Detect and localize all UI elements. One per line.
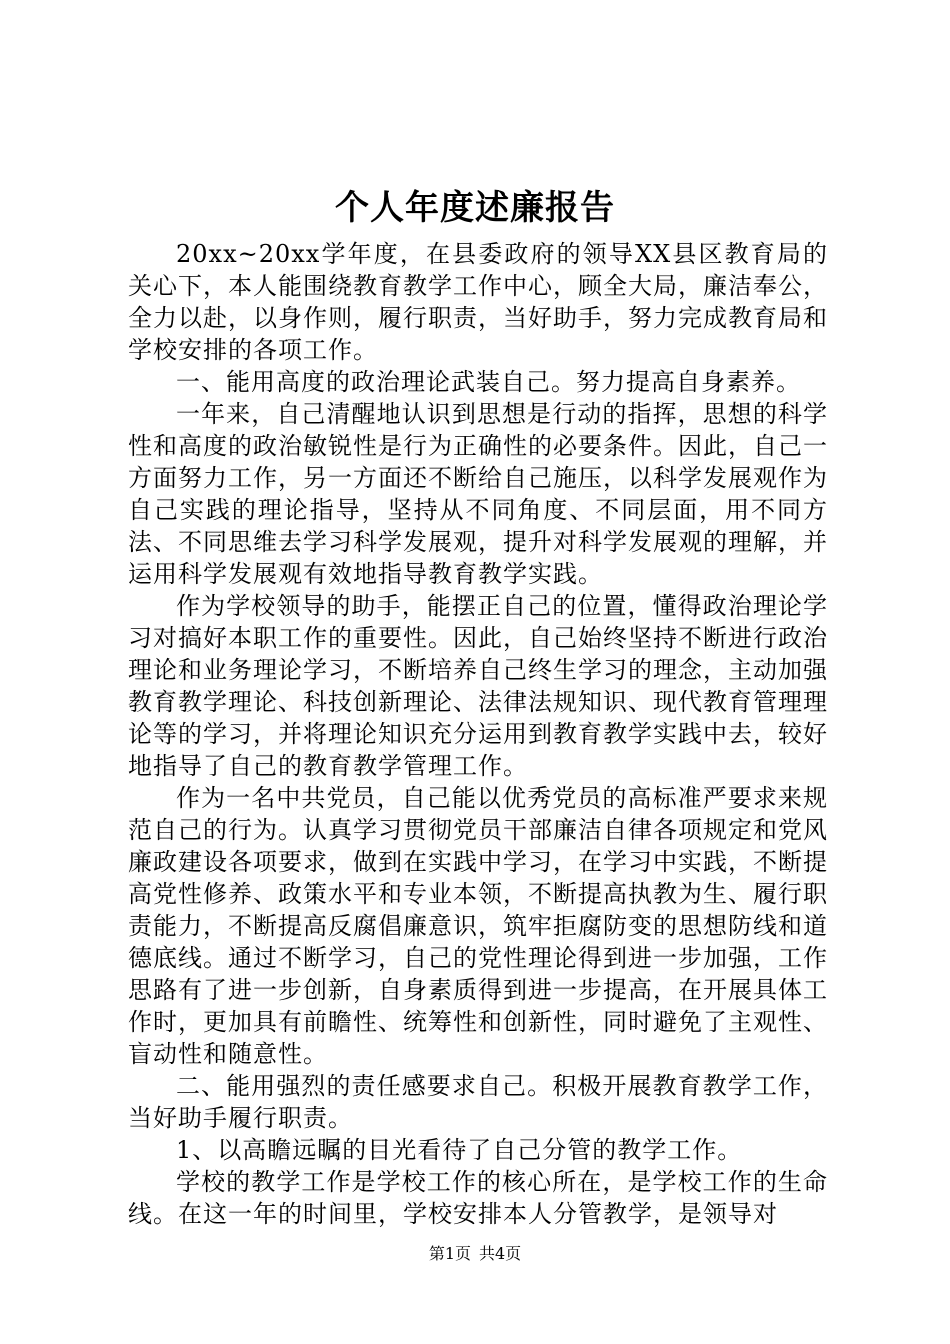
document-title: 个人年度述廉报告 (335, 188, 615, 228)
page-number: 第1页 (428, 1244, 471, 1263)
paragraph: 作为一名中共党员，自己能以优秀党员的高标准严要求来规范自己的行为。认真学习贯彻党员干部廉洁自律各项规定和党风廉政建设各项要求，做到在实践中学习，在学习中实践，不断提高党性修养、政策水平和专业本领，不断提高执教为生、履行职责能力，不断提高反腐倡廉意识，筑牢拒腐防变的思想防线和道德底线。通过不断学习，自己的党性理论得到进一步加强，工作思路有了进一步创新，自身素质得到进一步提高，在开展具体工作时，更加具有前瞻性、统筹性和创新性，同时避免了主观性、盲动性和随意性。 (128, 784, 828, 1068)
section-heading-1: 一、能用高度的政治理论武装自己。努力提高自身素养。 (176, 368, 801, 396)
paragraph-intro: 20xx~20xx学年度，在县委政府的领导XX县区教育局的关心下，本人能围绕教育教学工作中心，顾全大局，廉洁奉公，全力以赴，以身作则，履行职责，当好助手，努力完成教育局和学校安排的各项工作。 (128, 240, 828, 364)
paragraph: 作为学校领导的助手，能摆正自己的位置，懂得政治理论学习对搞好本职工作的重要性。因此，自己始终坚持不断进行政治理论和业务理论学习，不断培养自己终生学习的理念，主动加强教育教学理论、科技创新理论、法律法规知识、现代教育管理理论等的学习，并将理论知识充分运用到教育教学实践中去，较好地指导了自己的教育教学管理工作。 (128, 592, 828, 780)
paragraph: 学校的教学工作是学校工作的核心所在，是学校工作的生命线。在这一年的时间里，学校安排本人分管教学，是领导对 (128, 1168, 828, 1228)
paragraph: 一年来，自己清醒地认识到思想是行动的指挥，思想的科学性和高度的政治敏锐性是行为正确性的必要条件。因此，自己一方面努力工作，另一方面还不断给自己施压，以科学发展观作为自己实践的理论指导，坚持从不同角度、不同层面，用不同方法、不同思维去学习科学发展观，提升对科学发展观的理解，并运用科学发展观有效地指导教育教学实践。 (128, 400, 828, 588)
section-heading-2: 二、能用强烈的责任感要求自己。积极开展教育教学工作，当好助手履行职责。 (128, 1072, 828, 1132)
document-body (128, 238, 828, 1230)
subsection-heading-1: 1、以高瞻远瞩的目光看待了自己分管的教学工作。 (176, 1136, 743, 1164)
page-footer (0, 1243, 950, 1265)
total-pages: 共4页 (479, 1244, 522, 1263)
